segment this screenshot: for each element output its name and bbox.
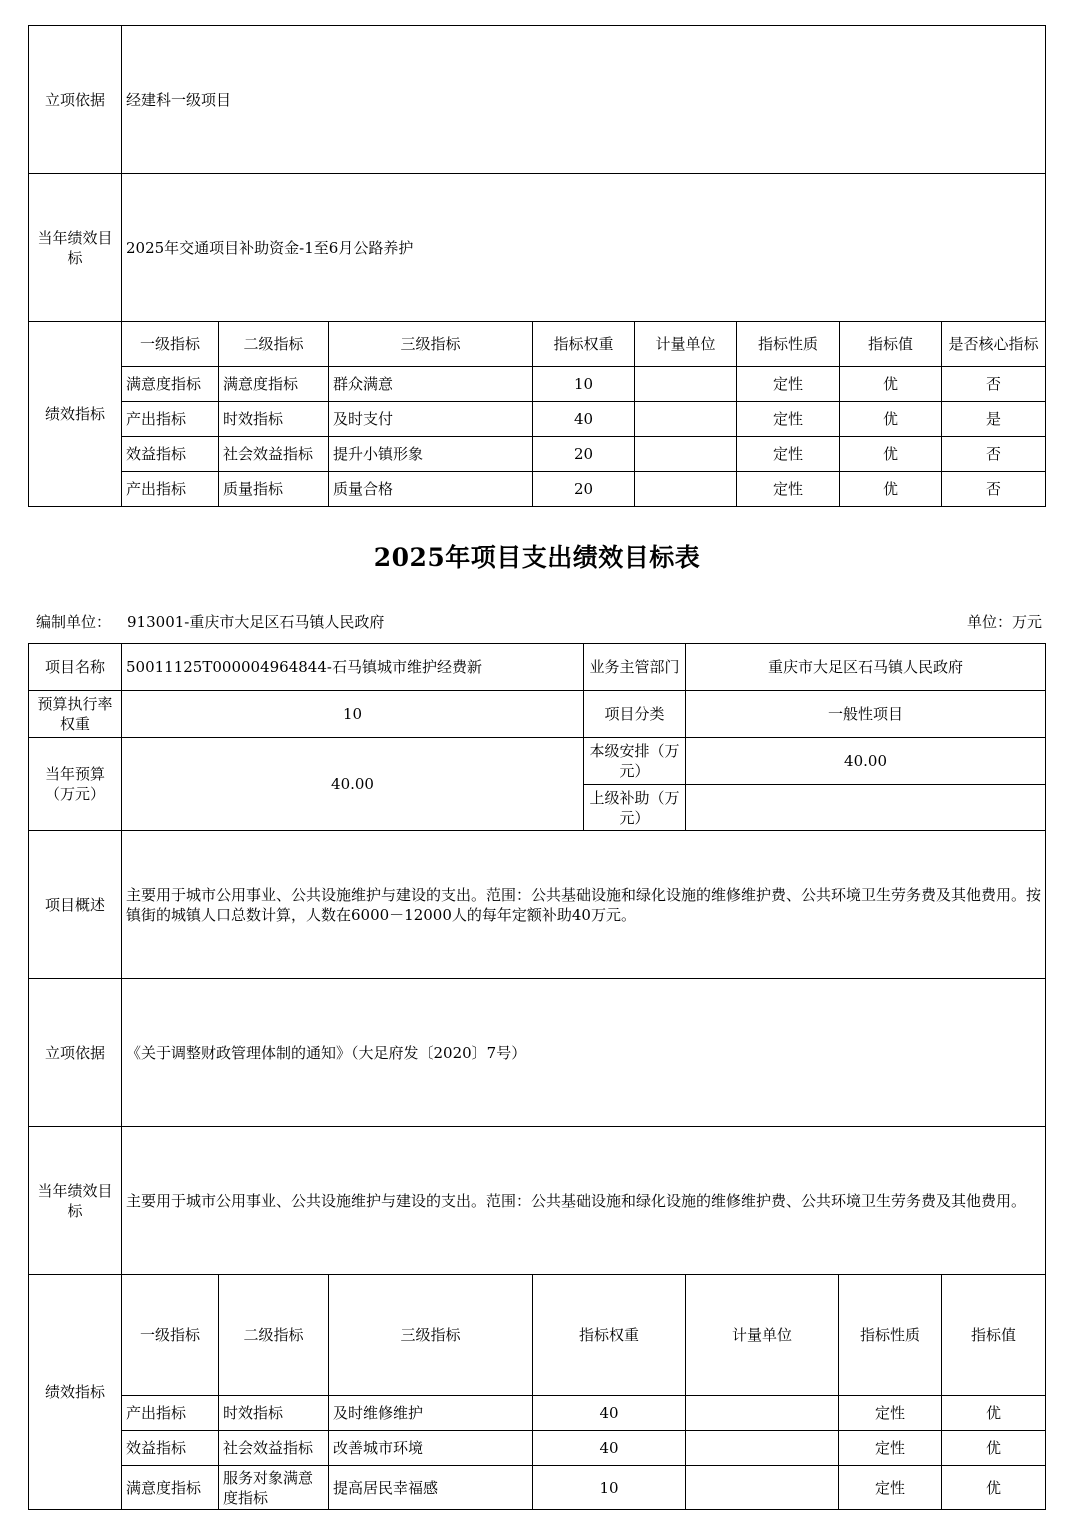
cell-nature: 定性 bbox=[839, 1396, 942, 1431]
header-cell: 三级指标 bbox=[329, 322, 533, 367]
cell-level3: 及时支付 bbox=[329, 402, 533, 437]
cell-unit bbox=[686, 1396, 839, 1431]
header-cell: 指标值 bbox=[840, 322, 942, 367]
goal-label: 当年绩效目标 bbox=[29, 1127, 122, 1275]
project-name-value: 50011125T000004964844-石马镇城市维护经费新 bbox=[122, 644, 584, 691]
cell-level2: 时效指标 bbox=[219, 402, 329, 437]
cell-level3: 群众满意 bbox=[329, 367, 533, 402]
cell-value: 优 bbox=[840, 367, 942, 402]
table-row bbox=[29, 437, 1046, 472]
goal-value: 主要用于城市公用事业、公共设施维护与建设的支出。范围：公共基础设施和绿化设施的维修维护费、公共环境卫生劳务费及其他费用。 bbox=[122, 1127, 1046, 1275]
cell-nature: 定性 bbox=[737, 367, 840, 402]
cell-level3: 提高居民幸福感 bbox=[329, 1466, 533, 1510]
indicator-header-row bbox=[29, 322, 1046, 367]
header-cell: 一级指标 bbox=[122, 1275, 219, 1396]
cell-core: 否 bbox=[942, 367, 1046, 402]
indicators-label: 绩效指标 bbox=[29, 322, 122, 507]
overview-value: 主要用于城市公用事业、公共设施维护与建设的支出。范围：公共基础设施和绿化设施的维修维护费、公共环境卫生劳务费及其他费用。按镇街的城镇人口总数计算，人数在6000－12000人的每年定额补助40万元。 bbox=[122, 831, 1046, 979]
cell-unit bbox=[635, 472, 737, 507]
main-performance-table bbox=[28, 643, 1046, 1510]
cell-nature: 定性 bbox=[737, 437, 840, 472]
prepared-by-value: 913001-重庆市大足区石马镇人民政府 bbox=[127, 613, 385, 631]
local-value: 40.00 bbox=[686, 738, 1046, 785]
cell-level1: 满意度指标 bbox=[122, 1466, 219, 1510]
cell-unit bbox=[635, 402, 737, 437]
cell-weight: 10 bbox=[533, 367, 635, 402]
cell-nature: 定性 bbox=[839, 1466, 942, 1510]
category-value: 一般性项目 bbox=[686, 691, 1046, 738]
header-cell: 计量单位 bbox=[635, 322, 737, 367]
exec-rate-label: 预算执行率权重 bbox=[29, 691, 122, 738]
table-row bbox=[29, 472, 1046, 507]
cell-nature: 定性 bbox=[737, 472, 840, 507]
table-row bbox=[29, 402, 1046, 437]
header-cell: 指标权重 bbox=[533, 1275, 686, 1396]
basis-value: 《关于调整财政管理体制的通知》（大足府发〔2020〕7号） bbox=[122, 979, 1046, 1127]
budget-label: 当年预算（万元） bbox=[29, 738, 122, 831]
cell-level2: 质量指标 bbox=[219, 472, 329, 507]
cell-value: 优 bbox=[942, 1431, 1046, 1466]
cell-weight: 20 bbox=[533, 472, 635, 507]
goal-value: 2025年交通项目补助资金-1至6月公路养护 bbox=[122, 174, 1046, 322]
header-cell: 是否核心指标 bbox=[942, 322, 1046, 367]
goal-label: 当年绩效目标 bbox=[29, 174, 122, 322]
header-cell: 计量单位 bbox=[686, 1275, 839, 1396]
subsidy-label: 上级补助（万元） bbox=[584, 785, 686, 831]
cell-level3: 改善城市环境 bbox=[329, 1431, 533, 1466]
cell-level3: 质量合格 bbox=[329, 472, 533, 507]
prepared-by bbox=[36, 611, 384, 632]
project-name-label: 项目名称 bbox=[29, 644, 122, 691]
local-label: 本级安排（万元） bbox=[584, 738, 686, 785]
cell-level2: 社会效益指标 bbox=[219, 1431, 329, 1466]
currency-unit: 单位：万元 bbox=[966, 613, 1042, 631]
budget-value: 40.00 bbox=[122, 738, 584, 831]
cell-level3: 提升小镇形象 bbox=[329, 437, 533, 472]
cell-level2: 服务对象满意度指标 bbox=[219, 1466, 329, 1510]
cell-level3: 及时维修维护 bbox=[329, 1396, 533, 1431]
cell-level2: 社会效益指标 bbox=[219, 437, 329, 472]
cell-level1: 效益指标 bbox=[122, 437, 219, 472]
exec-rate-value: 10 bbox=[122, 691, 584, 738]
cell-value: 优 bbox=[840, 402, 942, 437]
prepared-by-label: 编制单位： bbox=[36, 613, 112, 631]
indicator-header-row bbox=[29, 1275, 1046, 1396]
cell-unit bbox=[635, 437, 737, 472]
table-row bbox=[29, 1396, 1046, 1431]
table-row bbox=[29, 1431, 1046, 1466]
header-cell: 指标值 bbox=[942, 1275, 1046, 1396]
basis-label: 立项依据 bbox=[29, 26, 122, 174]
indicators-label: 绩效指标 bbox=[29, 1275, 122, 1510]
cell-weight: 40 bbox=[533, 1431, 686, 1466]
basis-value: 经建科一级项目 bbox=[122, 26, 1046, 174]
top-performance-table bbox=[28, 25, 1046, 507]
table-row bbox=[29, 367, 1046, 402]
cell-unit bbox=[686, 1431, 839, 1466]
cell-level2: 满意度指标 bbox=[219, 367, 329, 402]
dept-value: 重庆市大足区石马镇人民政府 bbox=[686, 644, 1046, 691]
header-cell: 指标性质 bbox=[839, 1275, 942, 1396]
cell-weight: 40 bbox=[533, 1396, 686, 1431]
page-title: 2025年项目支出绩效目标表 bbox=[373, 543, 701, 572]
cell-value: 优 bbox=[840, 472, 942, 507]
category-label: 项目分类 bbox=[584, 691, 686, 738]
cell-core: 否 bbox=[942, 472, 1046, 507]
cell-level2: 时效指标 bbox=[219, 1396, 329, 1431]
cell-weight: 10 bbox=[533, 1466, 686, 1510]
cell-level1: 产出指标 bbox=[122, 1396, 219, 1431]
header-cell: 二级指标 bbox=[219, 322, 329, 367]
cell-value: 优 bbox=[942, 1396, 1046, 1431]
cell-core: 否 bbox=[942, 437, 1046, 472]
cell-level1: 效益指标 bbox=[122, 1431, 219, 1466]
header-cell: 一级指标 bbox=[122, 322, 219, 367]
cell-nature: 定性 bbox=[737, 402, 840, 437]
meta-row bbox=[36, 611, 1042, 631]
cell-level1: 产出指标 bbox=[122, 402, 219, 437]
cell-core: 是 bbox=[942, 402, 1046, 437]
cell-weight: 40 bbox=[533, 402, 635, 437]
subsidy-value bbox=[686, 785, 1046, 831]
table-row bbox=[29, 1466, 1046, 1510]
header-cell: 三级指标 bbox=[329, 1275, 533, 1396]
cell-weight: 20 bbox=[533, 437, 635, 472]
cell-nature: 定性 bbox=[839, 1431, 942, 1466]
header-cell: 指标性质 bbox=[737, 322, 840, 367]
header-cell: 指标权重 bbox=[533, 322, 635, 367]
cell-level1: 满意度指标 bbox=[122, 367, 219, 402]
cell-value: 优 bbox=[840, 437, 942, 472]
header-cell: 二级指标 bbox=[219, 1275, 329, 1396]
cell-unit bbox=[686, 1466, 839, 1510]
cell-unit bbox=[635, 367, 737, 402]
cell-level1: 产出指标 bbox=[122, 472, 219, 507]
overview-label: 项目概述 bbox=[29, 831, 122, 979]
cell-value: 优 bbox=[942, 1466, 1046, 1510]
dept-label: 业务主管部门 bbox=[584, 644, 686, 691]
basis-label: 立项依据 bbox=[29, 979, 122, 1127]
